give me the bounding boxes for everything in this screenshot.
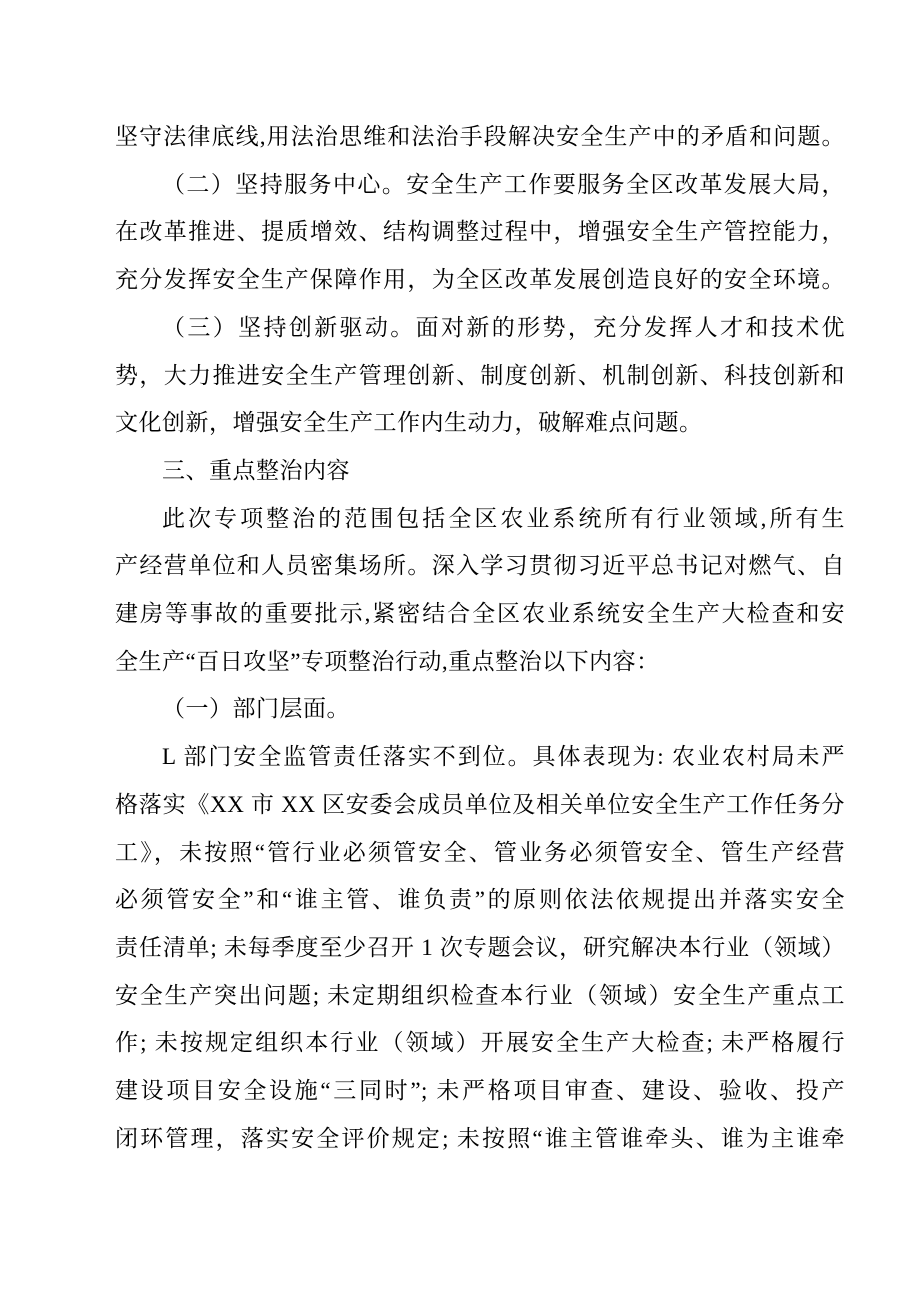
body-text-line: 文化创新，增强安全生产工作内生动力，破解难点问题。 xyxy=(115,410,703,436)
document-text-block xyxy=(115,113,845,1162)
body-text-line: 格落实《XX 市 XX 区安委会成员单位及相关单位安全生产工作任务分 xyxy=(115,791,845,817)
body-text-line: L 部门安全监管责任落实不到位。具体表现为: 农业农村局未严 xyxy=(162,744,845,770)
body-text-line: 闭环管理，落实安全评价规定; 未按照“谁主管谁牵头、谁为主谁牵 xyxy=(115,1125,845,1151)
body-text-line: 必须管安全”和“谁主管、谁负责”的原则依法依规提出并落实安全 xyxy=(115,887,845,913)
body-text-line: 全生产“百日攻坚”专项整治行动,重点整治以下内容： xyxy=(115,648,660,674)
body-text-line: 建设项目安全设施“三同时”; 未严格项目审查、建设、验收、投产 xyxy=(115,1078,845,1104)
body-text-line: （二）坚持服务中心。安全生产工作要服务全区改革发展大局， xyxy=(162,171,845,197)
body-text-line: 产经营单位和人员密集场所。深入学习贯彻习近平总书记对燃气、自 xyxy=(115,553,845,579)
body-text-line: 坚守法律底线,用法治思维和法治手段解决安全生产中的矛盾和问题。 xyxy=(115,124,845,149)
body-text-line: 建房等事故的重要批示,紧密结合全区农业系统安全生产大检查和安 xyxy=(115,601,845,627)
section-heading-line: 三、重点整治内容 xyxy=(162,457,350,483)
body-text-line: （三）坚持创新驱动。面对新的形势，充分发挥人才和技术优 xyxy=(162,314,845,340)
body-text-line: 工》，未按照“管行业必须管安全、管业务必须管安全、管生产经营 xyxy=(115,839,845,865)
body-text-line: 此次专项整治的范围包括全区农业系统所有行业领域,所有生 xyxy=(162,505,845,531)
body-text-line: 充分发挥安全生产保障作用，为全区改革发展创造良好的安全环境。 xyxy=(115,267,845,293)
body-text-line: 势，大力推进安全生产管理创新、制度创新、机制创新、科技创新和 xyxy=(115,362,845,388)
body-text-line: 在改革推进、提质增效、结构调整过程中，增强安全生产管控能力， xyxy=(115,219,845,245)
body-text-line: （一）部门层面。 xyxy=(162,696,350,722)
body-text-line: 作; 未按规定组织本行业（领域）开展安全生产大检查; 未严格履行 xyxy=(115,1030,845,1056)
body-text-line: 安全生产突出问题; 未定期组织检查本行业（领域）安全生产重点工 xyxy=(115,982,845,1008)
body-text-line: 责任清单; 未每季度至少召开 1 次专题会议，研究解决本行业（领域） xyxy=(115,934,845,960)
